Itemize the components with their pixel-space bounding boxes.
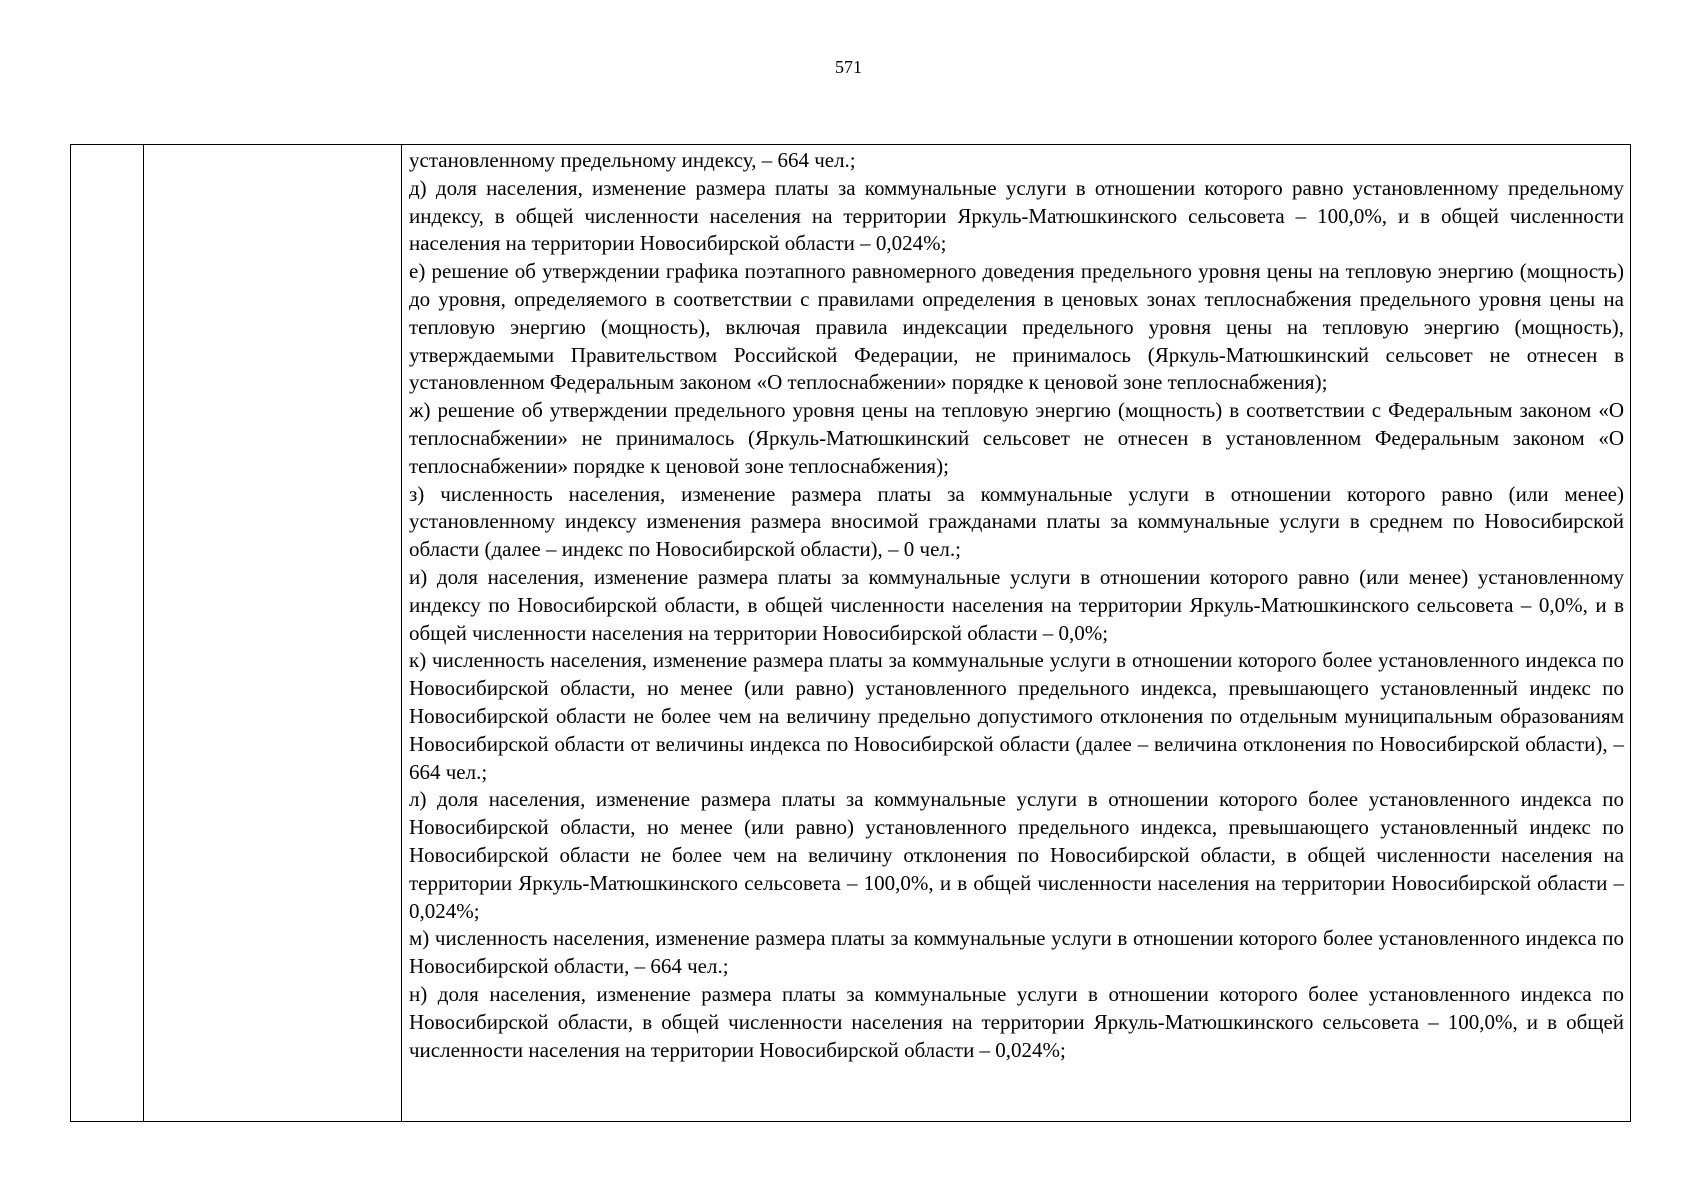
paragraph-i: и) доля населения, изменение размера платы за коммунальные услуги в отношении которого равно (или менее) установленному индексу по Новосибирской области, в общей численности населения на территории Яркуль-Матюшкинского сельсовета – 0,0%, и в общей численности населения на территории Новосибирской области – 0,0%; <box>409 564 1624 645</box>
paragraph-continuation: установленному предельному индексу, – 664 чел.; <box>409 148 856 172</box>
paragraph-k: к) численность населения, изменение размера платы за коммунальные услуги в отношении которого более установленного индекса по Новосибирской области, но менее (или равно) установленного предельного индекса, превышающего установленный индекс по Новосибирской области не более чем на величину предельно допустимого отклонения по отдельным муниципальным образованиям Новосибирской области от величины индекса по Новосибирской области (далее – величина отклонения по Новосибирской области), – 664 чел.; <box>409 648 1624 784</box>
page-number: 571 <box>835 57 862 77</box>
cell-text-block <box>402 145 1630 1064</box>
paragraph-l: л) доля населения, изменение размера платы за коммунальные услуги в отношении которого более установленного индекса по Новосибирской области, но менее (или равно) установленного предельного индекса, превышающего установленный индекс по Новосибирской области не более чем на величину отклонения по Новосибирской области, в общей численности населения на территории Яркуль-Матюшкинского сельсовета – 100,0%, и в общей численности населения на территории Новосибирской области – 0,024%; <box>409 787 1624 923</box>
document-table <box>70 144 1631 1122</box>
paragraph-z: з) численность населения, изменение размера платы за коммунальные услуги в отношении которого равно (или менее) установленному индексу изменения размера вносимой гражданами платы за коммунальные услуги в среднем по Новосибирской области (далее – индекс по Новосибирской области), – 0 чел.; <box>409 481 1624 562</box>
paragraph-e: е) решение об утверждении графика поэтапного равномерного доведения предельного уровня цены на тепловую энергию (мощность) до уровня, определяемого в соответствии с правилами определения в ценовых зонах теплоснабжения предельного уровня цены на тепловую энергию (мощность), включая правила индексации предельного уровня цены на тепловую энергию (мощность), утверждаемыми Правительством Российской Федерации, не принималось (Яркуль-Матюшкинский сельсовет не отнесен в установленном Федеральным законом «О теплоснабжении» порядке к ценовой зоне теплоснабжения); <box>409 259 1624 395</box>
paragraph-zh: ж) решение об утверждении предельного уровня цены на тепловую энергию (мощность) в соответствии с Федеральным законом «О теплоснабжении» не принималось (Яркуль-Матюшкинский сельсовет не отнесен в установленном Федеральным законом «О теплоснабжении» порядке к ценовой зоне теплоснабжения); <box>409 398 1624 478</box>
paragraph-m: м) численность населения, изменение размера платы за коммунальные услуги в отношении которого более установленного индекса по Новосибирской области, – 664 чел.; <box>409 926 1624 979</box>
table-row <box>71 145 1631 1122</box>
paragraph-d: д) доля населения, изменение размера платы за коммунальные услуги в отношении которого равно установленному предельному индексу, в общей численности населения на территории Яркуль-Матюшкинского сельсовета – 100,0%, и в общей численности населения на территории Новосибирской области – 0,024%; <box>409 175 1624 256</box>
table-cell-content <box>402 145 1631 1122</box>
table-cell-number <box>71 145 144 1122</box>
table-cell-name <box>144 145 402 1122</box>
paragraph-n: н) доля населения, изменение размера платы за коммунальные услуги в отношении которого более установленного индекса по Новосибирской области, в общей численности населения на территории Яркуль-Матюшкинского сельсовета – 100,0%, и в общей численности населения на территории Новосибирской области – 0,024%; <box>409 981 1624 1062</box>
